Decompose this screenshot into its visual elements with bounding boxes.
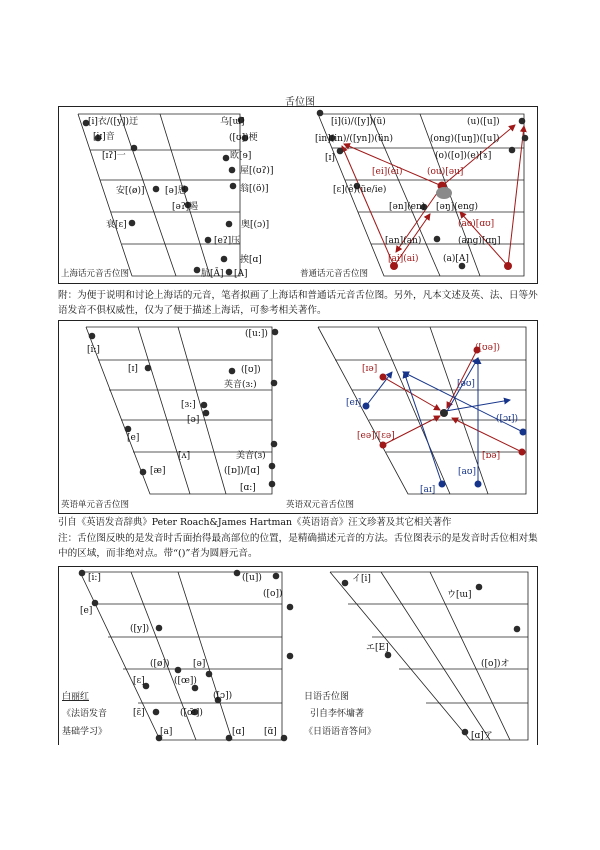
putonghua-label: (ou)[əu]	[427, 167, 464, 177]
english-mono-label: 美音(ɜ)	[236, 451, 266, 461]
french-label: ([ø])	[150, 659, 170, 669]
english-mono-label: 英音(ɜ:)	[224, 380, 257, 390]
english-mono-label: ([ɒ])/[ɑ]	[224, 466, 260, 476]
french-label: [ɛ]	[133, 676, 145, 686]
french-label: [a]	[160, 727, 173, 737]
japanese-label: イ[i]	[352, 574, 371, 584]
putonghua-label: [an](an)	[385, 236, 422, 246]
japanese-cite-line1: 引自李怀墉著	[310, 709, 365, 719]
reference-line: 引自《英语发音辞典》Peter Roach&James Hartman《英语语音》汪文珍著及其它相关著作	[58, 517, 452, 528]
putonghua-label: [ei](ei)	[372, 167, 403, 177]
putonghua-label: [ən](en)	[389, 202, 426, 212]
japanese-label: [ɑ]ア	[471, 731, 493, 741]
putonghua-label: (u)([u])	[467, 117, 500, 127]
french-label: ([ɔ])	[213, 691, 233, 701]
shanghai-label: [eʔ]压	[214, 236, 241, 246]
french-label: [i:]	[88, 573, 101, 583]
english-mono-label: [ɑ:]	[240, 483, 256, 493]
french-label: ([œ̃])	[180, 708, 203, 718]
english-diph-label: [aɪ]	[420, 485, 436, 495]
page-title: 舌位图	[285, 97, 315, 108]
english-diph-label: [eɪ]	[346, 398, 362, 408]
shanghai-label: ([ʊ])梗	[229, 133, 258, 143]
shanghai-label: 挨[ɑ]	[240, 255, 262, 265]
japanese-label: エ[E]	[366, 643, 389, 653]
french-book-line2: 基础学习》	[62, 727, 108, 737]
putonghua-label: (ang)[ɑŋ]	[458, 236, 501, 246]
english-mono-label: ([ʊ])	[241, 365, 261, 375]
english-diph-label: ([ɔɪ])	[496, 414, 518, 424]
english-diph-label: [ɒə]	[482, 451, 501, 461]
note-tongue-position: 注：舌位图反映的是发音时舌面抬得最高部位的位置，是精确描述元音的方法。舌位图表示的是发音时舌位相对集中的区域，而非绝对点。带“()”者为圆唇元音。	[58, 533, 538, 559]
shanghai-label: 欧[ɘ]	[230, 151, 252, 161]
note-shanghai: 附：为便于说明和讨论上海话的元音，笔者拟画了上海话和普通话元音舌位图。另外，凡本文述及英、法、日等外语发音不俱权威性，仅为了便于描述上海话，可参考相关著作。	[58, 290, 538, 316]
english-mono-caption: 英语单元音舌位图	[61, 500, 130, 510]
english-mono-label: [e]	[127, 433, 140, 443]
english-diph-label: [əʊ]	[457, 379, 475, 389]
shanghai-label: 屋[(ʊʔ)]	[240, 166, 274, 176]
english-mono-label: [ə]	[187, 415, 200, 425]
japanese-dots	[342, 580, 521, 736]
shanghai-caption: 上海话元音舌位图	[61, 269, 130, 279]
french-author: 白丽红	[62, 692, 90, 702]
french-label: ([o])	[263, 589, 283, 599]
putonghua-caption: 普通话元音舌位图	[300, 269, 369, 279]
shanghai-label: 肮[Ā]	[201, 269, 224, 279]
shanghai-label: [A]	[234, 269, 248, 279]
shanghai-label: [ə]恩	[165, 186, 187, 196]
french-label: ([y])	[130, 624, 150, 634]
shanghai-label: [əʔ]遏	[172, 202, 199, 212]
putonghua-label: [in](in)/([yn])(ün)	[315, 134, 393, 144]
french-label: [e]	[80, 606, 93, 616]
putonghua-label: (ong)([uŋ])([u])	[430, 134, 500, 144]
english-mono-label: ([u:])	[245, 329, 268, 339]
shanghai-label: [iɪ]音	[93, 132, 115, 142]
english-mono-label: [i:]	[87, 345, 100, 355]
shanghai-label: 翁[(ö)]	[240, 184, 269, 194]
english-mono-label: [ʌ]	[178, 451, 191, 461]
english-diph-label: [aʊ]	[458, 467, 476, 477]
french-label: [ɑ̃]	[264, 727, 277, 737]
english-diph-caption: 英语双元音舌位图	[286, 500, 355, 510]
putonghua-label: (ao)[ɑʊ]	[458, 219, 495, 229]
japanese-label: ウ[ɯ]	[447, 590, 472, 600]
putonghua-label: [əŋ](eng)	[436, 202, 479, 212]
english-diph-label: ([ʊə])	[475, 343, 500, 353]
english-diph-label: [eə]/[ɛə]	[357, 431, 395, 441]
japanese-cite-line2: 《日语语音答问》	[304, 727, 377, 737]
english-diph-central-line	[378, 327, 450, 494]
french-book-line1: 《法语发音	[62, 709, 108, 719]
french-label: [ə]	[193, 659, 206, 669]
putonghua-label: [ai](ai)	[388, 254, 419, 264]
french-label: ([œ])	[174, 676, 197, 686]
japanese-label: ([o])オ	[481, 659, 510, 669]
shanghai-label: [ɪʔ]一	[102, 151, 126, 161]
putonghua-central-blob	[436, 187, 452, 199]
shanghai-label: 奥[(ɔ)]	[241, 220, 270, 230]
putonghua-label: [ɪ]	[325, 153, 335, 163]
english-diph-label: [ɪə]	[362, 364, 378, 374]
putonghua-label: [i](i)/([y])(ü)	[331, 117, 386, 127]
putonghua-label: (a)[A]	[443, 254, 469, 264]
english-mono-label: [æ]	[150, 466, 166, 476]
english-mono-label: [ɜ:]	[181, 400, 196, 410]
french-label: ([u])	[242, 573, 262, 583]
shanghai-label: 安[(ø)]	[116, 186, 145, 196]
shanghai-label: 乌[ɯ]	[220, 117, 245, 127]
shanghai-label: 衰[ɛ]	[106, 220, 127, 230]
putonghua-label: [ɛ](ê)(üe/ie)	[333, 185, 387, 195]
japanese-central-line	[381, 572, 490, 740]
french-label: [ɑ]	[232, 727, 245, 737]
french-label: [ɛ̃]	[133, 708, 145, 718]
english-mono-label: [ɪ]	[128, 364, 138, 374]
shanghai-label: [i]衣/([y])迂	[88, 117, 139, 127]
english-mono-central-line	[178, 327, 226, 494]
japanese-caption: 日语舌位图	[304, 692, 350, 702]
putonghua-label: (o)([o])(e)[ɤ]	[435, 151, 492, 161]
